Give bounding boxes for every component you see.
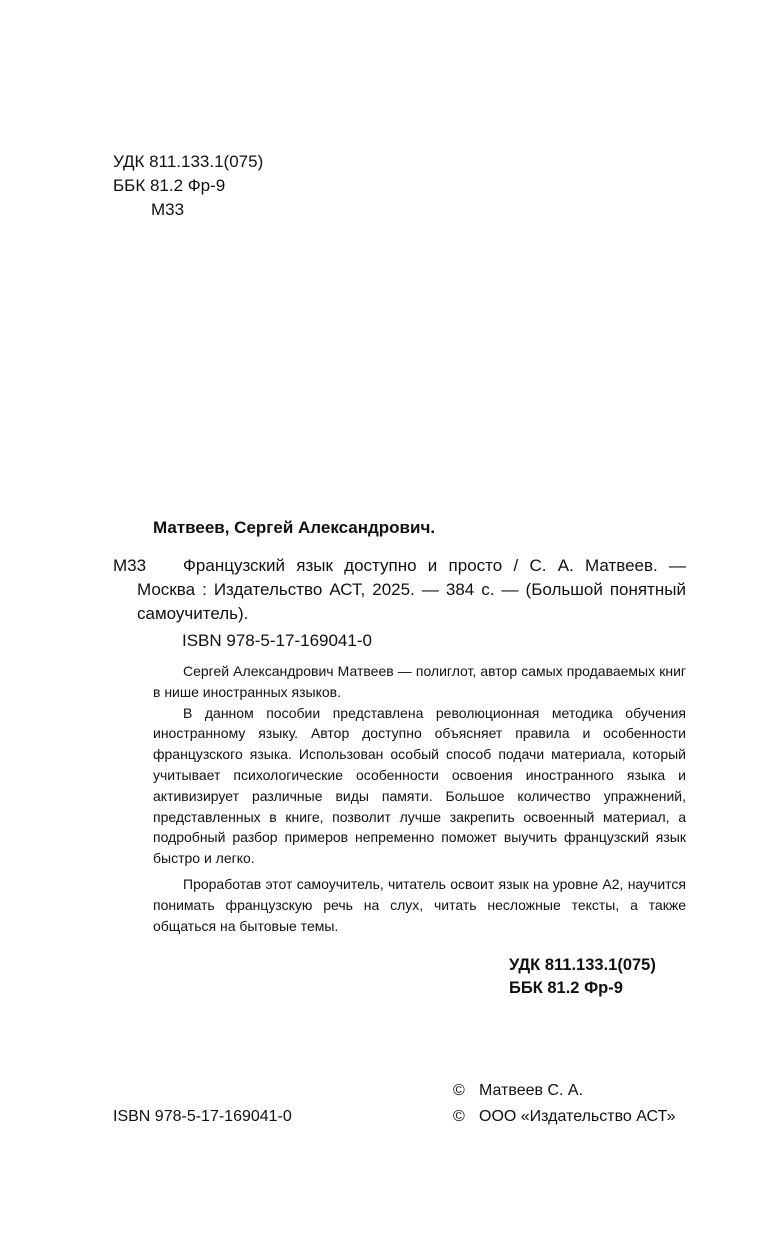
author-mark-record: М33 bbox=[113, 556, 147, 575]
copyright-author-line bbox=[453, 1082, 583, 1100]
bbk-code: ББК 81.2 Фр-9 bbox=[113, 176, 226, 195]
annotation bbox=[153, 661, 686, 936]
annotation-paragraph-3: Проработав этот самоучитель, читатель освоит язык на уровне А2, научится понимать французскую речь на слух, читать несложные тексты, а также общаться на бытовые темы. bbox=[153, 875, 686, 934]
copyright-symbol: © bbox=[453, 1108, 465, 1125]
udk-code: УДК 811.133.1(075) bbox=[113, 152, 264, 171]
annotation-paragraph-2: В данном пособии представлена революционная методика обучения иностранному языку. Автор доступно объясняет правила и особенности французского языка. Использован особый способ подачи материала, который учитывает психологические особенности освоения иностранного языка и активизирует различные виды памяти. Большое количество упражнений, представленных в книге, позволит лучше закрепить освоенный материал, а подробный разбор примеров непременно поможет выучить французский язык быстро и легко. bbox=[153, 704, 686, 867]
author-mark: М33 bbox=[151, 200, 185, 219]
classification-udk: УДК 811.133.1(075) bbox=[509, 956, 656, 974]
annotation-paragraph-1: Сергей Александрович Матвеев — полиглот, автор самых продаваемых книг в нише иностранных языков. bbox=[153, 663, 686, 700]
copyright-publisher-line bbox=[453, 1108, 676, 1126]
classification-bbk: ББК 81.2 Фр-9 bbox=[509, 979, 623, 997]
isbn-record: ISBN 978-5-17-169041-0 bbox=[182, 631, 372, 650]
copyright-author: Матвеев С. А. bbox=[479, 1082, 584, 1099]
copyright-symbol: © bbox=[453, 1082, 465, 1099]
copyright-publisher: ООО «Издательство АСТ» bbox=[479, 1108, 676, 1125]
bibliographic-description: Французский язык доступно и просто / С. А. Матвеев. — Москва : Издательство АСТ, 2025. — 384 с. — (Большой понятный самоучитель). bbox=[137, 556, 686, 623]
author-heading: Матвеев, Сергей Александрович. bbox=[153, 518, 436, 537]
footer-isbn: ISBN 978-5-17-169041-0 bbox=[113, 1108, 292, 1125]
